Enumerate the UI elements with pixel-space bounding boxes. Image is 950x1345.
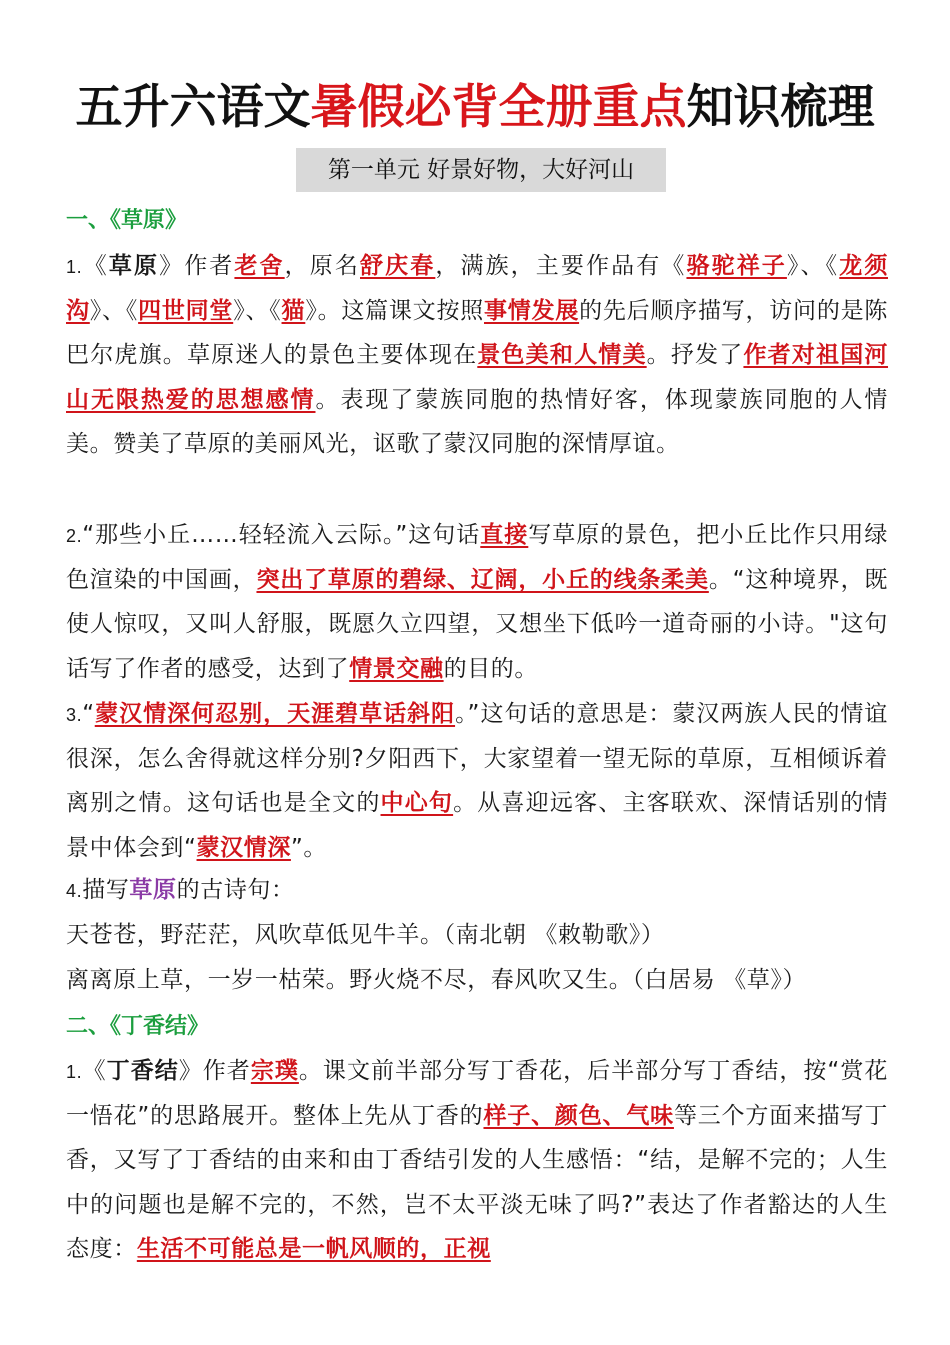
poem-line-1: 天苍苍，野茫茫，风吹草低见牛羊。（南北朝 《敕勒歌》） xyxy=(66,922,665,948)
highlight: 老舍 xyxy=(234,253,285,279)
item-number: 4. xyxy=(66,881,83,901)
highlight: 突出了草原的碧绿、辽阔，小丘的线条柔美 xyxy=(256,567,709,594)
unit-banner: 第一单元 好景好物，大好河山 xyxy=(296,148,666,192)
text: “那些小丘……轻轻流入云际。”这句话 xyxy=(82,522,481,548)
text: 。抒发了 xyxy=(646,342,744,369)
page-title xyxy=(0,78,950,138)
title-part-1: 五升六语文 xyxy=(75,80,311,135)
text: 》、《 xyxy=(233,298,282,325)
text: 。从喜迎远客、主客联欢、深情话别的情景中体会到“ xyxy=(66,790,888,861)
highlight: 生活不可能总是一帆风顺的，正视 xyxy=(136,1235,491,1262)
title-part-3: 知识梳理 xyxy=(686,80,875,135)
text-bold: 草原 xyxy=(108,253,160,279)
highlight: 中心句 xyxy=(380,790,454,817)
keyword-purple: 草原 xyxy=(129,877,177,903)
text: “ xyxy=(82,701,95,727)
highlight: 猫 xyxy=(281,298,306,325)
paragraph-caoyuan-1 xyxy=(66,244,888,466)
highlight: 直接 xyxy=(480,522,529,548)
text: 》作者 xyxy=(178,1058,251,1084)
highlight: 宗璞 xyxy=(250,1058,299,1084)
text: 写草原的景色，把小丘比作只用绿色渲染的中国画， xyxy=(66,522,888,594)
highlight: 作者对祖国河山无限热爱的思想感情 xyxy=(66,342,889,413)
text: 》、《 xyxy=(89,298,139,325)
text: 《 xyxy=(82,1058,107,1084)
highlight: 舒庆春 xyxy=(360,253,436,279)
highlight: 龙须沟 xyxy=(66,253,888,325)
poem-line-2: 离离原上草，一岁一枯荣。野火烧不尽，春风吹又生。（白居易 《草》） xyxy=(66,967,807,993)
highlight: 事情发展 xyxy=(484,298,580,325)
highlight: 样子、颜色、气味 xyxy=(483,1103,674,1130)
item-number: 2. xyxy=(66,526,83,546)
text: ，原名 xyxy=(284,253,360,279)
text: 的古诗句： xyxy=(176,877,295,903)
paragraph-caoyuan-3 xyxy=(66,692,888,870)
text-bold: 丁香结 xyxy=(106,1058,179,1084)
text: ”。 xyxy=(290,834,328,861)
highlight: 四世同堂 xyxy=(138,298,234,325)
text: 等三个方面来描写丁香，又写了丁香结的由来和由丁香结引发的人生感悟：“结，是解不完的；人生中的问题也是解不完的，不然，岂不太平淡无味了吗?”表达了作者豁达的人生态度： xyxy=(66,1103,888,1262)
text: 描写 xyxy=(82,877,130,903)
item-number: 1. xyxy=(66,257,83,277)
paragraph-caoyuan-4 xyxy=(66,868,295,913)
paragraph-caoyuan-2 xyxy=(66,513,888,691)
highlight: 情景交融 xyxy=(349,655,444,682)
highlight: 景色美和人情美 xyxy=(477,342,647,369)
text: 》。这篇课文按照 xyxy=(305,298,484,325)
highlight: 蒙汉情深 xyxy=(196,834,291,861)
text: 《 xyxy=(82,253,109,279)
text: 》作者 xyxy=(159,253,235,279)
text: 的先后顺序描写，访问的是陈巴尔虎旗。草原迷人的景色主要体现在 xyxy=(66,298,888,369)
highlight: 蒙汉情深何忍别，天涯碧草话斜阳 xyxy=(94,701,456,727)
title-part-2: 暑假必背全册重点 xyxy=(310,80,687,135)
text: 。课文前半部分写丁香花，后半部分写丁香结，按“赏花一悟花”的思路展开。整体上先从丁香的 xyxy=(66,1058,888,1130)
text: 。“这种境界，既使人惊叹，又叫人舒服，既愿久立四望，又想坐下低吟一道奇丽的小诗。"这句话写了作者的感受，达到了 xyxy=(66,567,888,682)
text: ，满族，主要作品有《 xyxy=(435,253,687,279)
text: 的目的。 xyxy=(443,655,539,682)
paragraph-dingxiangjie-1 xyxy=(66,1049,888,1271)
highlight: 骆驼祥子 xyxy=(686,253,787,279)
item-number: 3. xyxy=(66,705,83,725)
section-heading-caoyuan: 一、《草原》 xyxy=(66,208,188,233)
text: 。”这句话的意思是：蒙汉两族人民的情谊很深，怎么舍得就这样分别?夕阳西下，大家望着一望无际的草原，互相倾诉着离别之情。这句话也是全文的 xyxy=(66,701,888,817)
section-heading-dingxiangjie: 二、《丁香结》 xyxy=(66,1014,210,1039)
item-number: 1. xyxy=(66,1062,83,1082)
text: 》、《 xyxy=(786,253,840,279)
text: 。表现了蒙族同胞的热情好客，体现蒙族同胞的人情美。赞美了草原的美丽风光，讴歌了蒙汉同胞的深情厚谊。 xyxy=(66,386,888,457)
